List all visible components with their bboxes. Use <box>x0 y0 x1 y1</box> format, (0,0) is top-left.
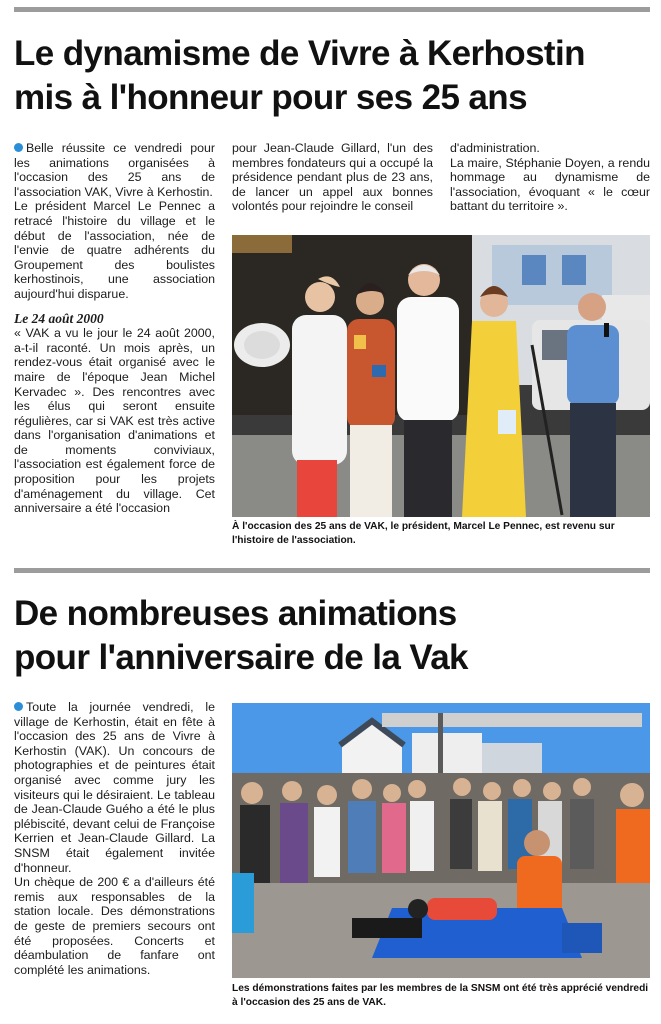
article2-caption: Les démonstrations faites par les membres de la SNSM ont été très apprécié vendredi à l'occasion des 25 ans de VAK. <box>232 983 649 1008</box>
article1-column-1 <box>14 141 215 516</box>
article1-headline-line1: Le dynamisme de Vivre à Kerhostin <box>14 34 585 73</box>
article1-column-2 <box>232 141 433 214</box>
article1-subheading: Le 24 août 2000 <box>14 310 104 326</box>
article2-headline <box>14 592 650 680</box>
photo-first-aid-demo-image <box>232 703 650 978</box>
article1-column-3 <box>450 141 650 214</box>
article1-paragraph-5: d'administration. <box>450 141 540 155</box>
section-divider-rule <box>14 568 650 573</box>
article2-photo <box>232 703 650 978</box>
article1-paragraph-1: Belle réussite ce vendredi pour les animations organisées à l'occasion des 25 ans de l'association VAK, Vivre à Kerhostin. <box>14 141 215 199</box>
article2-headline-line2: pour l'anniversaire de la Vak <box>14 638 468 677</box>
article1-caption: À l'occasion des 25 ans de VAK, le président, Marcel Le Pennec, est revenu sur l'histoire de l'association. <box>232 521 615 546</box>
bullet-dot-icon <box>14 702 23 711</box>
article1-paragraph-4: pour Jean-Claude Gillard, l'un des membres fondateurs qui a occupé la présidence pendant plus de 23 ans, de lancer un appel aux bonnes volontés pour rejoindre le conseil <box>232 141 433 214</box>
article2-headline-line1: De nombreuses animations <box>14 594 457 633</box>
article1-headline-line2: mis à l'honneur pour ses 25 ans <box>14 78 527 117</box>
article2-column-1 <box>14 700 215 977</box>
article2-paragraph-2: Un chèque de 200 € a d'ailleurs été remis aux responsables de la station locale. Des démonstrations de geste de premiers secours ont été proposées. Concerts et déambulation de fanfare ont complété les animations. <box>14 875 215 977</box>
article1-paragraph-2: Le président Marcel Le Pennec a retracé l'histoire du village et le début de l'association, née de l'envie de quatre adhérents du Groupement des boulistes kerhostinois, une association aujourd'hui disparue. <box>14 199 215 301</box>
top-rule <box>14 7 650 12</box>
article1-photo <box>232 235 650 517</box>
photo-ceremony-image <box>232 235 650 517</box>
article1-headline <box>14 32 650 120</box>
bullet-dot-icon <box>14 143 23 152</box>
article1-paragraph-3: « VAK a vu le jour le 24 août 2000, a-t-il raconté. Un mois après, un rendez-vous était organisé avec le maire de l'époque Jean Michel Kervadec ». Des rencontres avec les élus qui seront ensuite régulières, car si VAK est très active dans l'organisation d'animations et de moments conviviaux, l'association est également force de proposition pour les projets d'aménagement du village. Cet anniversaire a été l'occasion <box>14 326 215 516</box>
article1-paragraph-6: La maire, Stéphanie Doyen, a rendu hommage au dynamisme de l'association, évoquant « le cœur battant du territoire ». <box>450 155 650 214</box>
article2-paragraph-1: Toute la journée vendredi, le village de Kerhostin, était en fête à l'occasion des 25 ans de Vivre à Kerhostin (VAK). Un concours de photographies et de peintures était organisé avec comme jury les visiteurs qui le désiraient. Le tableau de Jean-Claude Guého a été le plus plébiscité, devant celui de Françoise Kerrien et Jean-Claude Gillard. La SNSM était également invitée d'honneur. <box>14 700 215 875</box>
